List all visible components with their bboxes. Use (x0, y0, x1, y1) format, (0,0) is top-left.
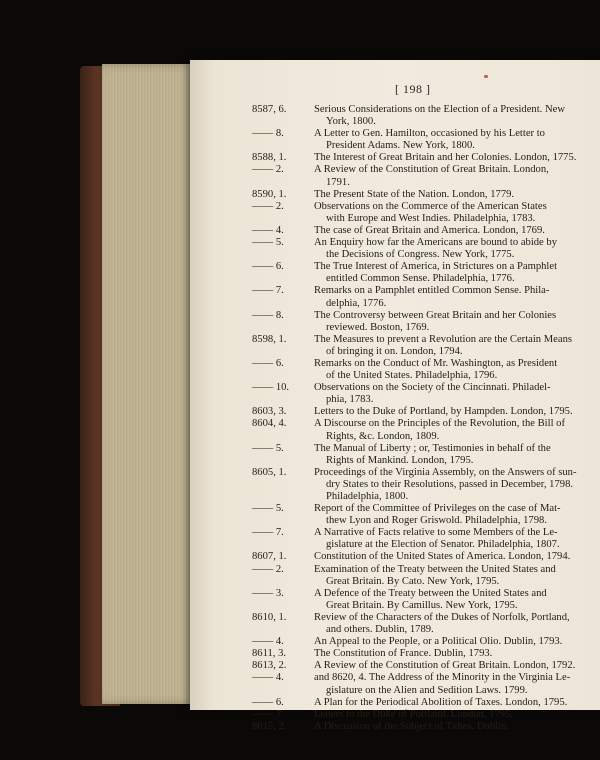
entry-number: —— 6. (252, 696, 284, 708)
entry-number: 8615, 2. (252, 720, 287, 732)
entry-text (314, 636, 588, 648)
catalogue-entries (252, 104, 588, 733)
entry-line: Review of the Characters of the Dukes of Norfolk, Portland, (314, 611, 570, 623)
entry-number: 8603, 3. (252, 406, 287, 418)
entry-line: The Interest of Great Britain and her Colonies. London, 1775. (314, 152, 577, 164)
entry-line: Observations on the Commerce of the American States (314, 200, 547, 212)
entry-line: reviewed. Boston, 1769. (326, 321, 430, 333)
entry-text (314, 648, 588, 660)
entry-number: 8605, 1. (252, 466, 287, 478)
entry-number: —— 6. (252, 261, 284, 273)
entry-text (314, 588, 588, 612)
entry-line: and others. Dublin, 1789. (326, 624, 434, 636)
catalogue-entry (252, 382, 588, 406)
entry-line: The case of Great Britain and America. London, 1769. (314, 224, 545, 236)
entry-line: Report of the Committee of Privileges on the case of Mat- (314, 503, 561, 515)
entry-number: —— 7. (252, 527, 284, 539)
page-edges (102, 64, 196, 704)
entry-text (314, 225, 588, 237)
entry-line: A Plan for the Periodical Abolition of Taxes. London, 1795. (314, 696, 568, 708)
entry-line: Rights, &c. London, 1809. (326, 430, 440, 442)
catalogue-entry (252, 697, 588, 709)
entry-line: Letters to the Duke of Portland, by Hampden. London, 1795. (314, 406, 573, 418)
entry-line: entitled Common Sense. Philadelphia, 1776. (326, 273, 515, 285)
entry-text (314, 406, 588, 418)
entry-line: A Review of the Constitution of Great Britain. London, (314, 164, 549, 176)
entry-text (314, 697, 588, 709)
catalogue-entry (252, 588, 588, 612)
catalogue-entry (252, 201, 588, 225)
entry-text (314, 189, 588, 201)
entry-number: —— 7. (252, 285, 284, 297)
catalogue-entry (252, 418, 588, 442)
catalogue-entry (252, 261, 588, 285)
catalogue-entry (252, 128, 588, 152)
entry-number: —— 8. (252, 309, 284, 321)
entry-number: —— 2. (252, 563, 284, 575)
entry-line: Great Britain. By Cato. New York, 1795. (326, 575, 500, 587)
entry-number: 8590, 1. (252, 188, 287, 200)
entry-number: 8604, 4. (252, 418, 287, 430)
entry-text (314, 128, 588, 152)
entry-line: The Manual of Liberty ; or, Testimonies in behalf of the (314, 442, 551, 454)
catalogue-entry (252, 443, 588, 467)
entry-text (314, 310, 588, 334)
entry-text (314, 467, 588, 503)
entry-line: Remarks on a Pamphlet entitled Common Sense. Phila- (314, 285, 550, 297)
catalogue-entry (252, 709, 588, 721)
entry-line: Rights of Mankind. London, 1795. (326, 454, 474, 466)
catalogue-entry (252, 721, 588, 733)
entry-number: —— 5. (252, 442, 284, 454)
entry-line: phia, 1783. (326, 394, 374, 406)
entry-text (314, 443, 588, 467)
entry-line: thew Lyon and Roger Griswold. Philadelphia, 1798. (326, 515, 547, 527)
entry-line: dry States to their Resolutions, passed in December, 1798. (326, 478, 574, 490)
entry-text (314, 527, 588, 551)
entry-line: The Controversy between Great Britain and her Colonies (314, 309, 557, 321)
catalogue-entry (252, 358, 588, 382)
entry-line: of the United States. Philadelphia, 1796. (326, 370, 498, 382)
entry-line: Serious Considerations on the Election of a President. New (314, 104, 565, 115)
entry-line: A Discourse on the Principles of the Revolution, the Bill of (314, 418, 565, 430)
catalogue-entry (252, 648, 588, 660)
entry-line: An Enquiry how far the Americans are bound to abide by (314, 237, 557, 249)
entry-text (314, 503, 588, 527)
entry-number: —— 5. (252, 503, 284, 515)
entry-number: 8610, 1. (252, 611, 287, 623)
catalogue-entry (252, 636, 588, 648)
entry-number: —— 4. (252, 672, 284, 684)
ink-mark (484, 75, 488, 78)
catalogue-entry (252, 164, 588, 188)
entry-text (314, 261, 588, 285)
entry-number: 8611, 3. (252, 648, 287, 660)
entry-text (314, 237, 588, 261)
entry-number: —— 6. (252, 357, 284, 369)
entry-number: —— 8. (252, 128, 284, 140)
entry-text (314, 164, 588, 188)
catalogue-entry (252, 406, 588, 418)
entry-text (314, 551, 588, 563)
entry-text (314, 721, 588, 733)
entry-number: —— 4. (252, 224, 284, 236)
entry-text (314, 564, 588, 588)
entry-line: Letters to the Duke of Portland. London, 1795. (314, 708, 513, 720)
entry-number: 8613, 2. (252, 660, 287, 672)
entry-text (314, 285, 588, 309)
entry-number: —— 10. (252, 382, 290, 394)
entry-line: gislature on the Alien and Sedition Laws. 1799. (326, 684, 528, 696)
catalogue-entry (252, 104, 588, 128)
entry-text (314, 660, 588, 672)
entry-line: The True Interest of America, in Strictures on a Pamphlet (314, 261, 558, 273)
catalogue-entry (252, 310, 588, 334)
entry-line: 1791. (326, 176, 350, 188)
catalogue-entry (252, 467, 588, 503)
entry-text (314, 382, 588, 406)
entry-line: delphia, 1776. (326, 297, 387, 309)
entry-line: of bringing it on. London, 1794. (326, 345, 463, 357)
catalogue-entry (252, 225, 588, 237)
entry-line: Proceedings of the Virginia Assembly, on the Answers of sun- (314, 466, 577, 478)
entry-line: Great Britain. By Camillus. New York, 1795. (326, 599, 518, 611)
entry-line: the Decisions of Congress. New York, 1775. (326, 249, 515, 261)
entry-line: A Narrative of Facts relative to some Members of the Le- (314, 527, 558, 539)
entry-number: —— 2. (252, 164, 284, 176)
entry-text (314, 418, 588, 442)
catalogue-entry (252, 334, 588, 358)
entry-line: The Measures to prevent a Revolution are the Certain Means (314, 333, 572, 345)
entry-line: The Constitution of France. Dublin, 1793. (314, 648, 493, 660)
entry-line: President Adams. New York, 1800. (326, 140, 475, 152)
entry-text (314, 201, 588, 225)
entry-text (314, 104, 588, 128)
entry-line: A Letter to Gen. Hamilton, occasioned by his Letter to (314, 128, 545, 140)
catalogue-entry (252, 189, 588, 201)
catalogue-entry (252, 237, 588, 261)
entry-number: —— 3. (252, 587, 284, 599)
entry-text (314, 334, 588, 358)
entry-number: —— 4. (252, 636, 284, 648)
catalogue-entry (252, 285, 588, 309)
entry-number: —— 2. (252, 200, 284, 212)
entry-line: A Defence of the Treaty between the United States and (314, 587, 547, 599)
entry-line: Constitution of the United States of America. London, 1794. (314, 551, 571, 563)
entry-line: Remarks on the Conduct of Mr. Washington, as President (314, 357, 558, 369)
entry-line: Philadelphia, 1800. (326, 491, 409, 502)
entry-line: with Europe and West Indies. Philadelphia, 1783. (326, 212, 536, 224)
entry-line: A Discussion of the Subject of Tithes. Dublin. (314, 720, 510, 732)
entry-text (314, 672, 588, 696)
entry-line: York, 1800. (326, 116, 376, 128)
entry-number: —— 7. (252, 708, 284, 720)
catalogue-entry (252, 660, 588, 672)
entry-line: and 8620, 4. The Address of the Minority in the Virginia Le- (314, 672, 571, 684)
page-number: [ 198 ] (395, 82, 431, 96)
entry-text (314, 612, 588, 636)
catalogue-entry (252, 564, 588, 588)
entry-line: An Appeal to the People, or a Political Olio. Dublin, 1793. (314, 636, 563, 648)
entry-line: The Present State of the Nation. London, 1779. (314, 188, 515, 200)
entry-line: A Review of the Constitution of Great Britain. London, 1792. (314, 660, 576, 672)
entry-number: 8607, 1. (252, 551, 287, 563)
entry-line: Observations on the Society of the Cincinnati. Philadel- (314, 382, 551, 394)
catalogue-entry (252, 527, 588, 551)
entry-text (314, 358, 588, 382)
catalogue-entry (252, 612, 588, 636)
entry-number: —— 5. (252, 237, 284, 249)
catalogue-entry (252, 672, 588, 696)
catalogue-entry (252, 503, 588, 527)
entry-number: 8587, 6. (252, 104, 287, 115)
entry-number: 8598, 1. (252, 333, 287, 345)
entry-text (314, 152, 588, 164)
entry-line: gislature at the Election of Senator. Philadelphia, 1807. (326, 539, 560, 551)
entry-line: Examination of the Treaty between the United States and (314, 563, 556, 575)
entry-number: 8588, 1. (252, 152, 287, 164)
catalogue-entry (252, 152, 588, 164)
catalogue-entry (252, 551, 588, 563)
entry-text (314, 709, 588, 721)
